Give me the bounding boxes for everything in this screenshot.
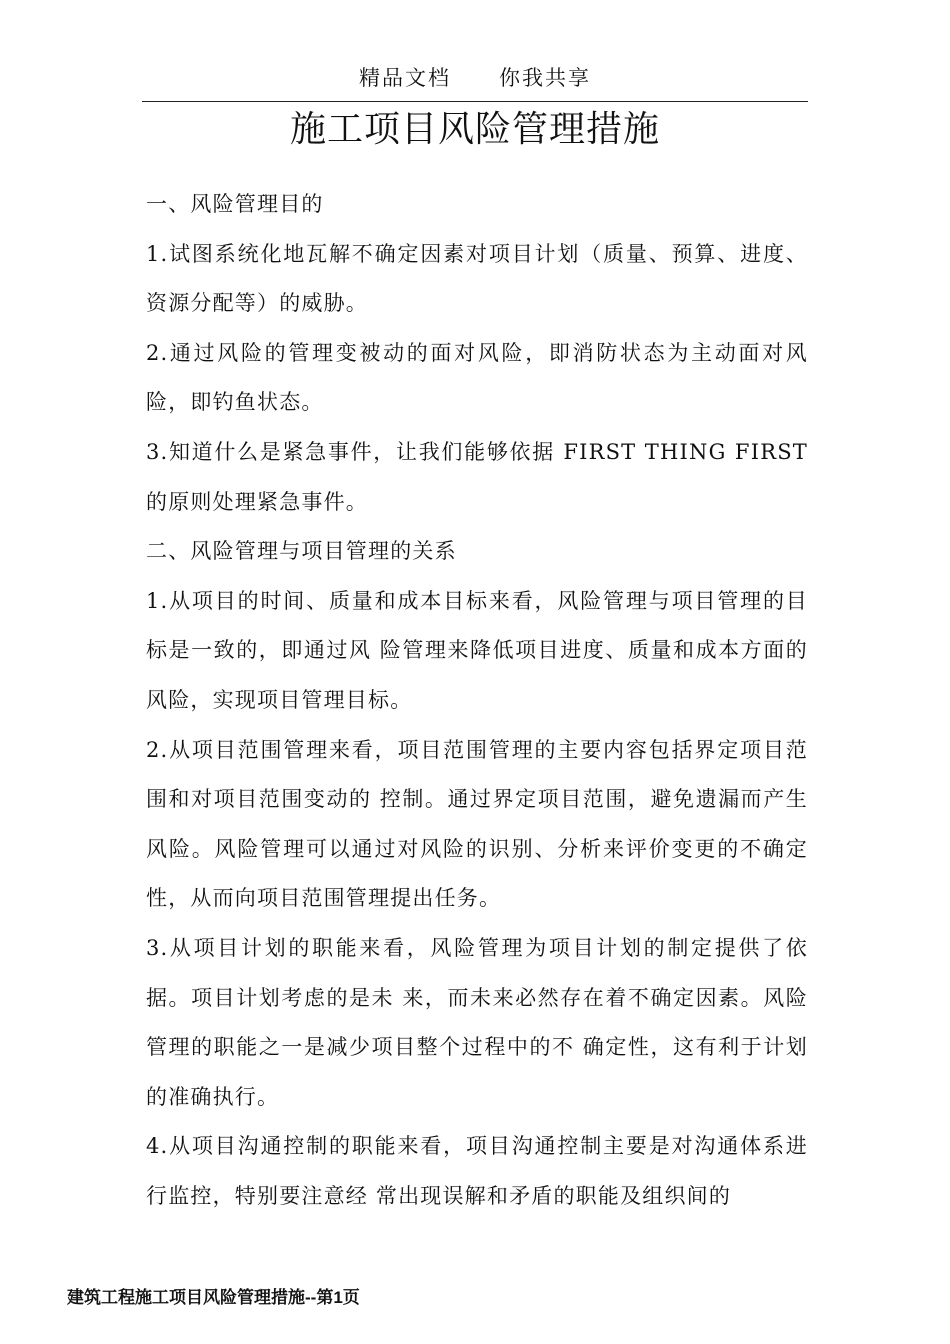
header-right-text: 你我共享: [499, 66, 591, 90]
header-left-text: 精品文档: [359, 66, 451, 90]
body-paragraph: 1.从项目的时间、质量和成本目标来看，风险管理与项目管理的目标是一致的，即通过风 险管理来降低项目进度、质量和成本方面的风险，实现项目管理目标。: [146, 588, 808, 712]
page-header: [0, 62, 950, 92]
document-body: [146, 180, 808, 1221]
body-paragraph: 3.从项目计划的职能来看，风险管理为项目计划的制定提供了依据。项目计划考虑的是未 来，而未来必然存在着不确定因素。风险管理的职能之一是减少项目整个过程中的不 确定性，这有利于计划的准确执行。: [146, 935, 808, 1109]
page-footer: 建筑工程施工项目风险管理措施--第1页: [67, 1288, 360, 1307]
body-paragraph: 2.通过风险的管理变被动的面对风险，即消防状态为主动面对风险，即钓鱼状态。: [146, 340, 808, 415]
body-paragraph: 1.试图系统化地瓦解不确定因素对项目计划（质量、预算、进度、资源分配等）的威胁。: [146, 241, 808, 316]
section-heading-1: 一、风险管理目的: [146, 192, 324, 216]
body-paragraph: 2.从项目范围管理来看，项目范围管理的主要内容包括界定项目范围和对项目范围变动的 控制。通过界定项目范围，避免遗漏而产生风险。风险管理可以通过对风险的识别、分析来评价变更的不确定性，从而向项目范围管理提出任务。: [146, 737, 808, 911]
document-title: 施工项目风险管理措施: [289, 109, 660, 150]
body-paragraph: 4.从项目沟通控制的职能来看，项目沟通控制主要是对沟通体系进行监控，特别要注意经 常出现误解和矛盾的职能及组织间的: [146, 1134, 808, 1208]
section-heading-2: 二、风险管理与项目管理的关系: [146, 539, 457, 564]
header-divider: [142, 101, 808, 102]
body-paragraph: 3.知道什么是紧急事件，让我们能够依据 FIRST THING FIRST 的原则处理紧急事件。: [146, 439, 808, 514]
